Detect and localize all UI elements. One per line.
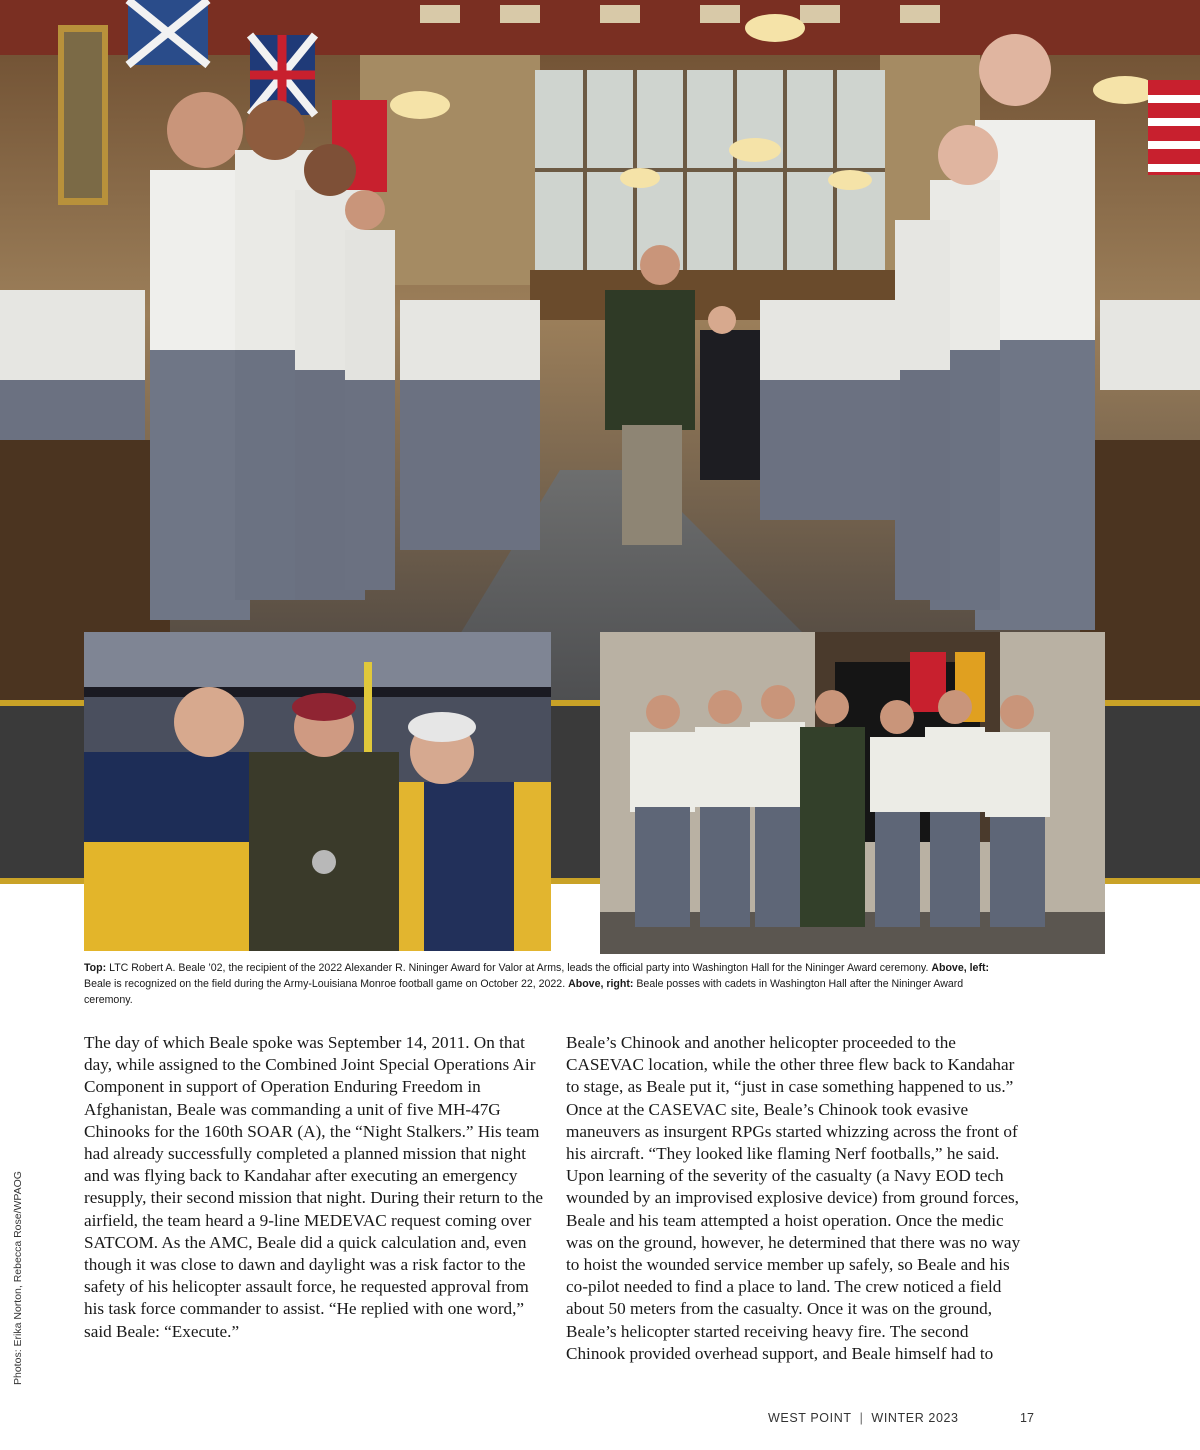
footer-issue: WINTER 2023 (871, 1411, 959, 1425)
body-column-right: Beale’s Chinook and another helicopter proceeded to the CASEVAC location, while the other three flew back to Kandahar to stage, as Beale put it, “just in case something happened to us.” Once at the CASEVAC site, Beale’s Chinook took evasive maneuvers as insurgent RPGs started whizzing across the front of his aircraft. “They looked like flaming Nerf footballs,” he said. Upon learning of the severity of the casualty (a Navy EOD tech wounded by an improvised explosive device) from ground forces, Beale and his team attempted a hoist operation. Once the medic was on the ground, however, he determined that there was no way to hoist the wounded service member up safely, so Beale and his co-pilot needed to find a place to land. The crew noticed a field about 50 meters from the casualty. Once it was on the ground, Beale’s helicopter started receiving heavy fire. The second Chinook provided overhead support, and Beale himself had to (566, 1033, 1021, 1363)
football-field-photo (84, 632, 551, 951)
photo-caption (84, 960, 1004, 1008)
caption-top-label: Top: (84, 962, 107, 974)
caption-right-text: Beale posses with cadets in Washington Hall after the Nininger Award ceremony. (84, 978, 964, 1006)
photo-credit: Photos: Erika Norton, Rebecca Rose/WPAOG (12, 1171, 24, 1385)
footer-publication: WEST POINT (768, 1411, 852, 1425)
caption-top-text: LTC Robert A. Beale ’02, the recipient of the 2022 Alexander R. Nininger Award for Valor at Arms, leads the official party into Washington Hall for the Nininger Award ceremony. (106, 962, 932, 974)
caption-right-label: Above, right: (568, 978, 634, 990)
page-footer (768, 1411, 959, 1425)
page-number: 17 (1020, 1411, 1034, 1425)
footer-separator: | (859, 1411, 864, 1425)
top-photo (0, 0, 1200, 700)
cadets-group-photo (600, 632, 1105, 954)
caption-left-text: Beale is recognized on the field during the Army-Louisiana Monroe football game on October 22, 2022. (84, 978, 569, 990)
caption-left-label: Above, left: (931, 962, 990, 974)
body-column-left: The day of which Beale spoke was September 14, 2011. On that day, while assigned to the Combined Joint Special Operations Air Component in support of Operation Enduring Freedom in Afghanistan, Beale was commanding a unit of five MH-47G Chinooks for the 160th SOAR (A), the “Night Stalkers.” His team had already successfully completed a planned mission that night and was flying back to Kandahar after executing an emergency resupply, their second mission that night. During their return to the airfield, the team heard a 9-line MEDEVAC request coming over SATCOM. As the AMC, Beale did a quick calculation and, even though it was close to dawn and daylight was a risk factor to the safety of his helicopter assault force, he requested approval from his task force commander to assist. “He replied with one word,” said Beale: “Execute.” (84, 1033, 544, 1341)
